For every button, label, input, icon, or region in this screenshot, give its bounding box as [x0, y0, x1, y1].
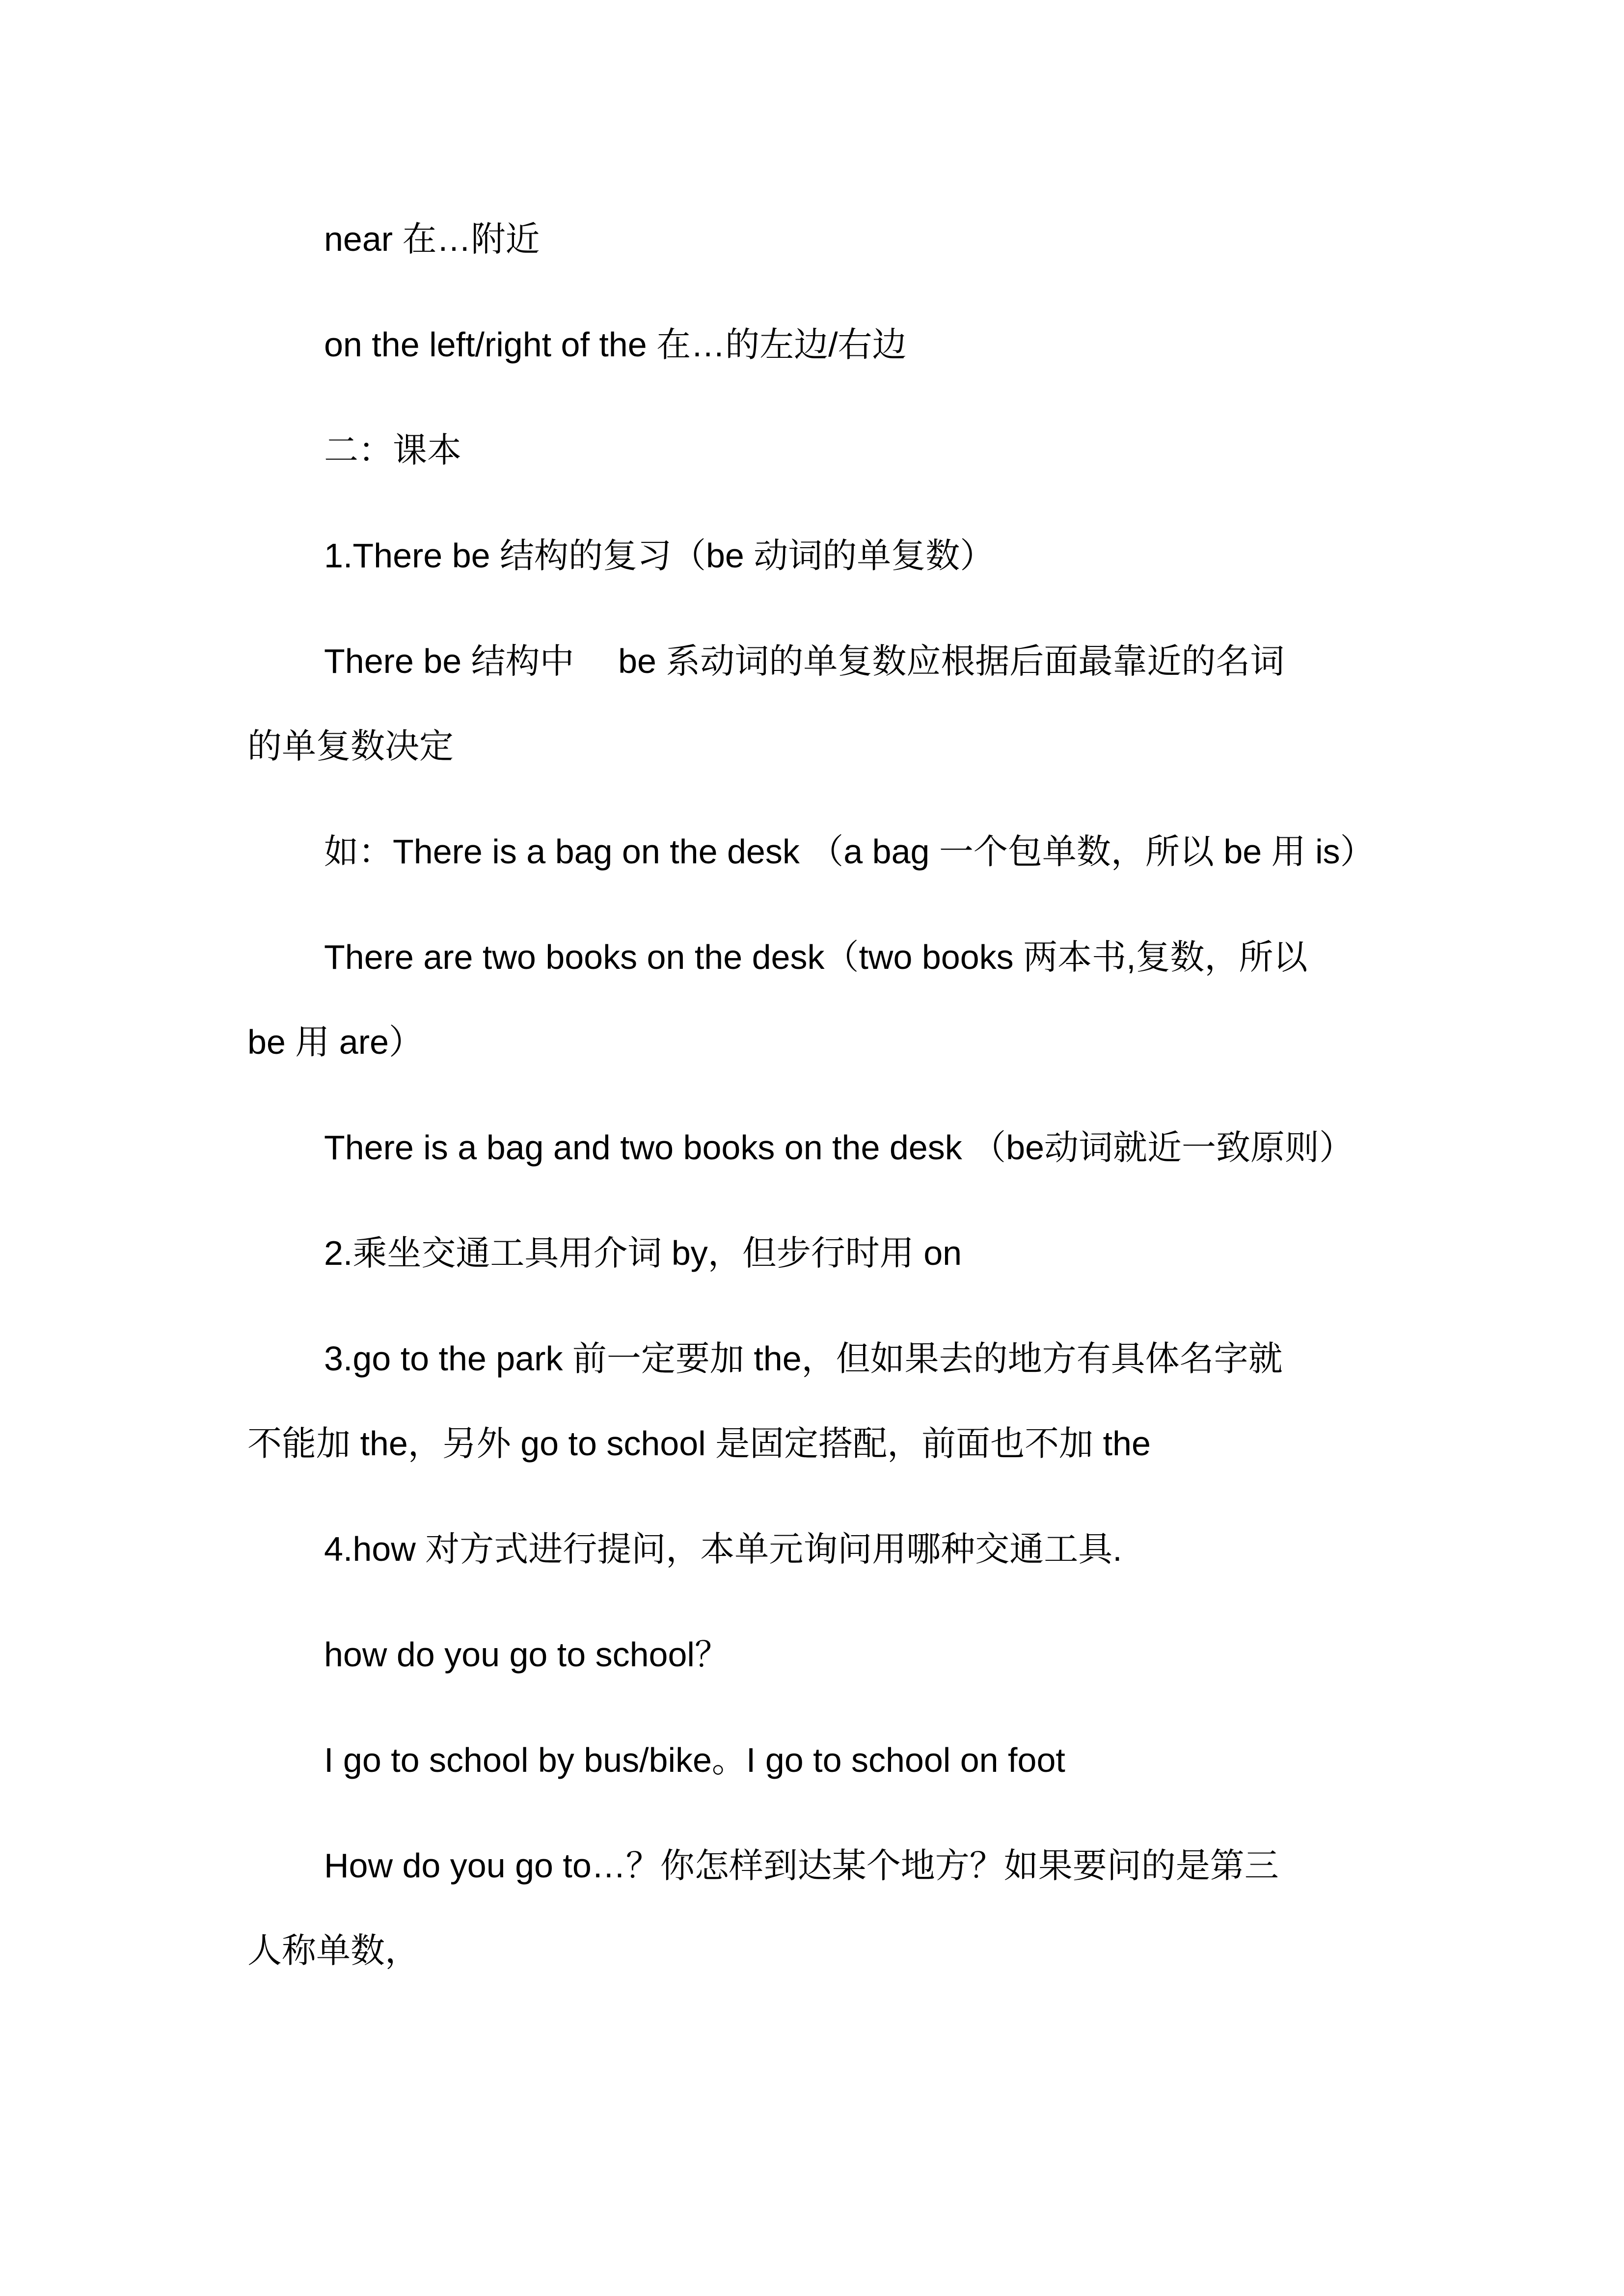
text-line-example-books: There are two books on the desk（two books 两本书,复数，所以: [324, 938, 1308, 976]
text-line-third-person: 人称单数，: [247, 1931, 419, 1970]
text-line-transport-by: 2.乘坐交通工具用介词 by，但步行时用 on: [324, 1234, 962, 1272]
text-line-there-be-rule-cont: 的单复数决定: [247, 727, 454, 765]
text-line-left-right: on the left/right of the 在…的左边/右边: [324, 325, 907, 364]
text-line-example-bag: 如：There is a bag on the desk （a bag 一个包单数，所以 be 用 is）: [324, 832, 1375, 871]
text-line-how-do-you-go: how do you go to school？: [324, 1635, 729, 1674]
text-line-there-be-rule: There be 结构中 be 系动词的单复数应根据后面最靠近的名词: [324, 642, 1285, 680]
text-line-answer: I go to school by bus/bike。I go to school on foot: [324, 1741, 1065, 1779]
text-line-how-do-you-go-to: How do you go to…？你怎样到达某个地方？如果要问的是第三: [324, 1846, 1279, 1885]
section-heading-textbook: 二：课本: [324, 431, 461, 469]
text-line-how-question: 4.how 对方式进行提问，本单元询问用哪种交通工具.: [324, 1530, 1122, 1568]
text-line-example-proximity: There is a bag and two books on the desk （be动词就近一致原则）: [324, 1128, 1354, 1167]
text-line-near: near 在…附近: [324, 220, 540, 258]
text-line-example-books-cont: be 用 are）: [247, 1023, 423, 1061]
text-line-go-to-park-cont: 不能加 the，另外 go to school 是固定搭配，前面也不加 the: [247, 1424, 1151, 1463]
text-line-go-to-park: 3.go to the park 前一定要加 the，但如果去的地方有具体名字就: [324, 1339, 1283, 1378]
text-line-there-be-review: 1.There be 结构的复习（be 动词的单复数）: [324, 536, 995, 575]
